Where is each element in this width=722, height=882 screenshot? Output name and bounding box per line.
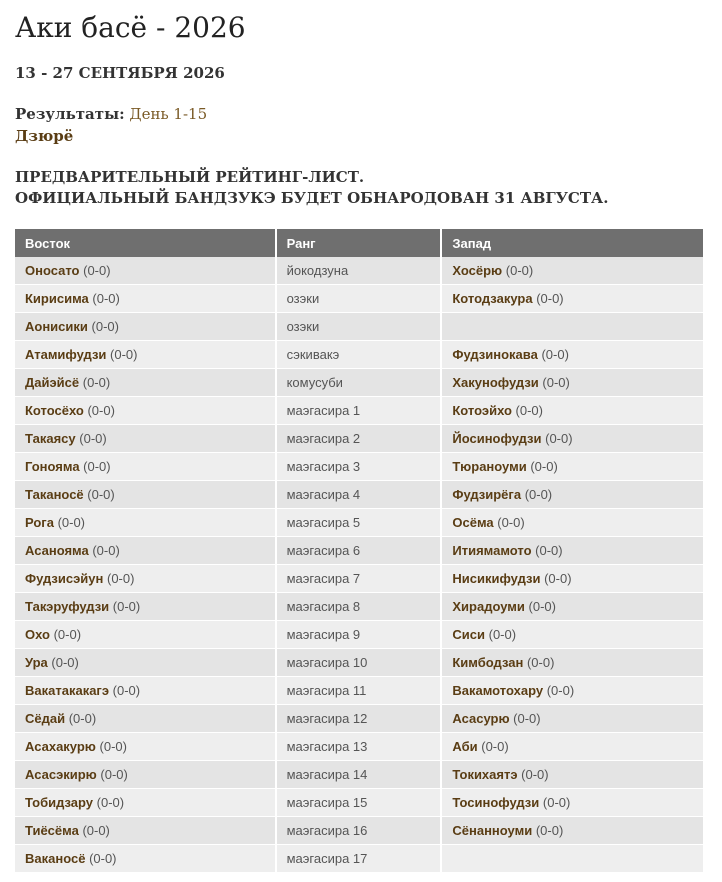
east-wrestler-cell (15, 761, 276, 789)
east-wrestler-name: Асанояма (25, 543, 89, 558)
notice-line-2: ОФИЦИАЛЬНЫЙ БАНДЗУКЭ БУДЕТ ОБНАРОДОВАН 31 АВГУСТА. (15, 189, 609, 207)
east-wrestler-cell (15, 453, 276, 481)
east-wrestler-name: Ваканосё (25, 851, 86, 866)
rank-cell: маэгасира 15 (276, 789, 442, 817)
east-wrestler-name: Ура (25, 655, 48, 670)
west-wrestler-name: Нисикифудзи (452, 571, 541, 586)
west-wrestler-record: (0-0) (541, 347, 569, 362)
west-wrestler-name: Осёма (452, 515, 494, 530)
east-wrestler-record: (0-0) (112, 683, 141, 698)
west-wrestler-name: Тюраноуми (452, 459, 527, 474)
table-header-row (15, 229, 704, 257)
east-wrestler-record: (0-0) (51, 655, 79, 670)
west-wrestler-record: (0-0) (536, 291, 564, 306)
table-row (15, 817, 704, 845)
west-wrestler-cell (441, 733, 704, 761)
west-wrestler-name: Сиси (452, 627, 485, 642)
rank-cell: маэгасира 10 (276, 649, 442, 677)
east-wrestler-record: (0-0) (92, 543, 120, 558)
rank-cell: маэгасира 16 (276, 817, 442, 845)
table-row (15, 733, 704, 761)
east-wrestler-cell (15, 313, 276, 341)
notice-line-1: ПРЕДВАРИТЕЛЬНЫЙ РЕЙТИНГ-ЛИСТ. (15, 168, 365, 186)
east-wrestler-name: Тиёсёма (25, 823, 79, 838)
east-wrestler-name: Кирисима (25, 291, 89, 306)
rank-cell: маэгасира 6 (276, 537, 442, 565)
east-wrestler-cell (15, 509, 276, 537)
east-wrestler-cell (15, 537, 276, 565)
west-wrestler-cell (441, 565, 704, 593)
rank-cell: маэгасира 1 (276, 397, 442, 425)
west-wrestler-record: (0-0) (505, 263, 534, 278)
rank-cell: маэгасира 17 (276, 845, 442, 873)
west-wrestler-cell (441, 677, 704, 705)
west-wrestler-cell (441, 817, 704, 845)
rank-cell: комусуби (276, 369, 442, 397)
west-wrestler-record: (0-0) (530, 459, 558, 474)
west-wrestler-cell (441, 369, 704, 397)
west-wrestler-name: Тосинофудзи (452, 795, 540, 810)
east-wrestler-cell (15, 257, 276, 285)
west-wrestler-record: (0-0) (544, 571, 572, 586)
east-wrestler-record: (0-0) (87, 403, 115, 418)
east-wrestler-record: (0-0) (53, 627, 82, 642)
rank-cell: маэгасира 8 (276, 593, 442, 621)
west-wrestler-name: Вакамотохару (452, 683, 544, 698)
table-row (15, 285, 704, 313)
table-row (15, 453, 704, 481)
west-wrestler-record: (0-0) (542, 795, 571, 810)
east-wrestler-name: Аонисики (25, 319, 88, 334)
east-wrestler-name: Вакатакакагэ (25, 683, 110, 698)
west-wrestler-name: Асасурю (452, 711, 510, 726)
east-wrestler-name: Асасэкирю (25, 767, 97, 782)
rank-cell: озэки (276, 313, 442, 341)
table-row (15, 649, 704, 677)
west-wrestler-cell (441, 537, 704, 565)
table-row (15, 761, 704, 789)
results-label: Результаты: (15, 105, 125, 123)
preliminary-notice (15, 167, 608, 209)
east-wrestler-record: (0-0) (68, 711, 97, 726)
table-row (15, 397, 704, 425)
table-row (15, 789, 704, 817)
table-row (15, 369, 704, 397)
east-wrestler-cell (15, 481, 276, 509)
east-wrestler-name: Дайэйсё (25, 375, 80, 390)
rank-cell: маэгасира 7 (276, 565, 442, 593)
east-wrestler-record: (0-0) (89, 851, 117, 866)
rank-cell: озэки (276, 285, 442, 313)
west-wrestler-record: (0-0) (545, 431, 573, 446)
east-wrestler-name: Охо (25, 627, 50, 642)
east-wrestler-record: (0-0) (92, 291, 120, 306)
west-wrestler-cell (441, 397, 704, 425)
column-header-east: Восток (15, 229, 276, 257)
rank-cell: йокодзуна (276, 257, 442, 285)
east-wrestler-cell (15, 425, 276, 453)
west-wrestler-cell (441, 789, 704, 817)
west-wrestler-cell (441, 621, 704, 649)
east-wrestler-name: Такаясу (25, 431, 76, 446)
west-wrestler-name: Фудзинокава (452, 347, 538, 362)
east-wrestler-cell (15, 285, 276, 313)
east-wrestler-record: (0-0) (57, 515, 86, 530)
east-wrestler-name: Атамифудзи (25, 347, 107, 362)
east-wrestler-record: (0-0) (110, 347, 138, 362)
west-wrestler-name: Йосинофудзи (452, 431, 542, 446)
table-row (15, 565, 704, 593)
west-wrestler-record: (0-0) (521, 767, 549, 782)
column-header-rank: Ранг (276, 229, 442, 257)
table-row (15, 425, 704, 453)
west-wrestler-cell (441, 257, 704, 285)
west-wrestler-record: (0-0) (497, 515, 525, 530)
west-wrestler-name: Сёнанноуми (452, 823, 533, 838)
west-wrestler-cell (441, 593, 704, 621)
west-wrestler-record: (0-0) (526, 655, 555, 670)
east-wrestler-cell (15, 397, 276, 425)
table-row (15, 705, 704, 733)
column-header-west: Запад (441, 229, 704, 257)
east-wrestler-cell (15, 789, 276, 817)
east-wrestler-cell (15, 733, 276, 761)
east-wrestler-record: (0-0) (91, 319, 119, 334)
banzuke-table (15, 229, 705, 873)
east-wrestler-record: (0-0) (83, 459, 111, 474)
table-row (15, 481, 704, 509)
west-wrestler-record: (0-0) (524, 487, 553, 502)
west-wrestler-name: Котоэйхо (452, 403, 512, 418)
east-wrestler-record: (0-0) (106, 571, 135, 586)
rank-cell: маэгасира 11 (276, 677, 442, 705)
rank-cell: маэгасира 9 (276, 621, 442, 649)
east-wrestler-record: (0-0) (112, 599, 141, 614)
west-wrestler-name: Аби (452, 739, 478, 754)
west-wrestler-cell (441, 705, 704, 733)
table-row (15, 341, 704, 369)
page-title: Аки басё - 2026 (15, 11, 246, 44)
rank-cell: маэгасира 13 (276, 733, 442, 761)
east-wrestler-cell (15, 565, 276, 593)
east-wrestler-record: (0-0) (87, 487, 115, 502)
west-wrestler-record: (0-0) (535, 543, 563, 558)
east-wrestler-record: (0-0) (83, 263, 111, 278)
rank-cell: маэгасира 12 (276, 705, 442, 733)
division-name: Дзюрё (15, 127, 74, 145)
east-wrestler-cell (15, 593, 276, 621)
east-wrestler-record: (0-0) (96, 795, 125, 810)
table-row (15, 537, 704, 565)
east-wrestler-cell (15, 677, 276, 705)
west-wrestler-cell (441, 649, 704, 677)
table-row (15, 621, 704, 649)
west-wrestler-cell (441, 509, 704, 537)
east-wrestler-name: Такэруфудзи (25, 599, 110, 614)
west-wrestler-cell (441, 453, 704, 481)
west-wrestler-name: Токихаятэ (452, 767, 518, 782)
east-wrestler-name: Фудзисэйун (25, 571, 104, 586)
west-wrestler-cell (441, 845, 704, 873)
west-wrestler-cell (441, 481, 704, 509)
west-wrestler-record: (0-0) (542, 375, 570, 390)
east-wrestler-record: (0-0) (82, 823, 110, 838)
east-wrestler-cell (15, 369, 276, 397)
east-wrestler-cell (15, 649, 276, 677)
rank-cell: маэгасира 14 (276, 761, 442, 789)
east-wrestler-name: Тобидзару (25, 795, 94, 810)
west-wrestler-record: (0-0) (481, 739, 509, 754)
table-row (15, 257, 704, 285)
east-wrestler-cell (15, 705, 276, 733)
east-wrestler-name: Сёдай (25, 711, 66, 726)
east-wrestler-name: Асахакурю (25, 739, 96, 754)
results-line (15, 104, 207, 124)
rank-cell: маэгасира 5 (276, 509, 442, 537)
east-wrestler-cell (15, 621, 276, 649)
west-wrestler-cell (441, 425, 704, 453)
west-wrestler-cell (441, 341, 704, 369)
west-wrestler-record: (0-0) (488, 627, 517, 642)
table-row (15, 845, 704, 873)
west-wrestler-record: (0-0) (513, 711, 541, 726)
results-link[interactable]: День 1-15 (129, 105, 208, 123)
table-row (15, 593, 704, 621)
west-wrestler-name: Фудзирёга (452, 487, 522, 502)
rank-cell: маэгасира 2 (276, 425, 442, 453)
west-wrestler-name: Кимбодзан (452, 655, 524, 670)
rank-cell: маэгасира 4 (276, 481, 442, 509)
west-wrestler-record: (0-0) (535, 823, 564, 838)
west-wrestler-record: (0-0) (515, 403, 543, 418)
west-wrestler-name: Хакунофудзи (452, 375, 539, 390)
east-wrestler-cell (15, 817, 276, 845)
east-wrestler-name: Рога (25, 515, 54, 530)
rank-cell: сэкивакэ (276, 341, 442, 369)
west-wrestler-record: (0-0) (528, 599, 556, 614)
east-wrestler-record: (0-0) (79, 431, 107, 446)
west-wrestler-name: Хирадоуми (452, 599, 525, 614)
table-row (15, 509, 704, 537)
east-wrestler-name: Оносато (25, 263, 80, 278)
table-row (15, 313, 704, 341)
west-wrestler-cell (441, 285, 704, 313)
east-wrestler-name: Таканосё (25, 487, 84, 502)
east-wrestler-name: Гонояма (25, 459, 80, 474)
west-wrestler-cell (441, 313, 704, 341)
west-wrestler-name: Котодзакура (452, 291, 533, 306)
table-row (15, 677, 704, 705)
east-wrestler-cell (15, 341, 276, 369)
west-wrestler-name: Хосёрю (452, 263, 503, 278)
east-wrestler-record: (0-0) (82, 375, 111, 390)
east-wrestler-name: Котосёхо (25, 403, 84, 418)
tournament-dates: 13 - 27 СЕНТЯБРЯ 2026 (15, 64, 225, 82)
east-wrestler-record: (0-0) (99, 739, 127, 754)
east-wrestler-cell (15, 845, 276, 873)
rank-cell: маэгасира 3 (276, 453, 442, 481)
west-wrestler-record: (0-0) (546, 683, 575, 698)
east-wrestler-record: (0-0) (100, 767, 128, 782)
west-wrestler-name: Итиямамото (452, 543, 532, 558)
west-wrestler-cell (441, 761, 704, 789)
